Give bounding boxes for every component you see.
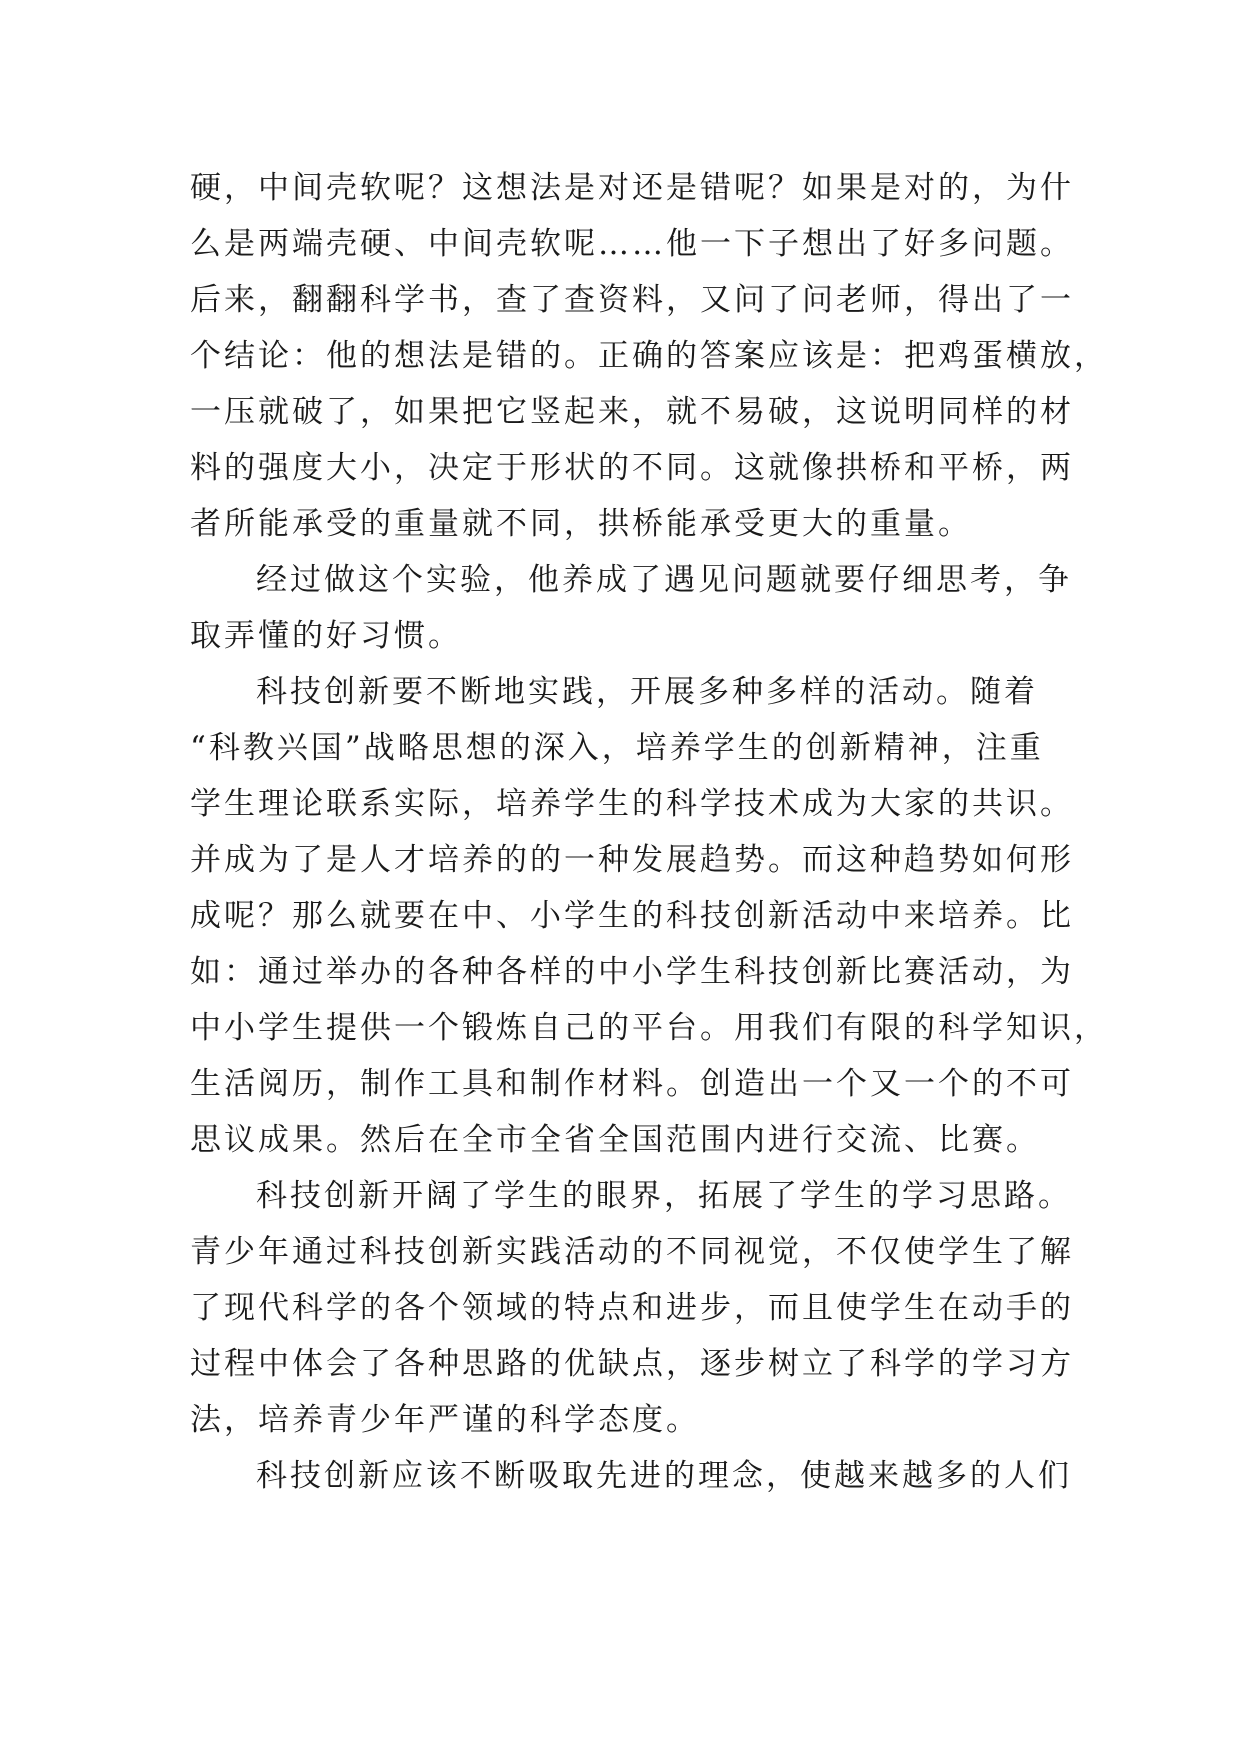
paragraph-1 — [190, 160, 1108, 552]
text-line: 青少年通过科技创新实践活动的不同视觉，不仅使学生了解 — [190, 1234, 1074, 1270]
text-line: 如：通过举办的各种各样的中小学生科技创新比赛活动，为 — [190, 954, 1074, 990]
paragraph-2 — [190, 552, 1072, 664]
text-line: 科技创新应该不断吸取先进的理念，使越来越多的人们 — [256, 1458, 1072, 1494]
text-line: “科教兴国”战略思想的深入，培养学生的创新精神，注重 — [190, 730, 1044, 766]
text-line: 科技创新要不断地实践，开展多种多样的活动。随着 — [256, 674, 1038, 710]
text-line: 科技创新开阔了学生的眼界，拓展了学生的学习思路。 — [256, 1178, 1072, 1214]
text-line: 生活阅历，制作工具和制作材料。创造出一个又一个的不可 — [190, 1066, 1074, 1102]
text-line: 经过做这个实验，他养成了遇见问题就要仔细思考，争 — [256, 562, 1072, 598]
text-line: 者所能承受的重量就不同，拱桥能承受更大的重量。 — [190, 506, 972, 542]
text-line: 硬，中间壳软呢？这想法是对还是错呢？如果是对的，为什 — [190, 170, 1074, 206]
text-line: 并成为了是人才培养的的一种发展趋势。而这种趋势如何形 — [190, 842, 1074, 878]
text-line: 取弄懂的好习惯。 — [190, 618, 462, 654]
text-line: 思议成果。然后在全市全省全国范围内进行交流、比赛。 — [190, 1122, 1040, 1158]
paragraph-3 — [190, 664, 1108, 1168]
document-body — [190, 160, 1108, 1504]
text-line: 成呢？那么就要在中、小学生的科技创新活动中来培养。比 — [190, 898, 1074, 934]
text-line: 过程中体会了各种思路的优缺点，逐步树立了科学的学习方 — [190, 1346, 1074, 1382]
text-line: 料的强度大小，决定于形状的不同。这就像拱桥和平桥，两 — [190, 450, 1074, 486]
paragraph-4 — [190, 1168, 1074, 1448]
text-line: 学生理论联系实际，培养学生的科学技术成为大家的共识。 — [190, 786, 1074, 822]
text-line: 法，培养青少年严谨的科学态度。 — [190, 1402, 700, 1438]
text-line: 中小学生提供一个锻炼自己的平台。用我们有限的科学知识， — [190, 1010, 1108, 1046]
text-line: 后来，翻翻科学书，查了查资料，又问了问老师，得出了一 — [190, 282, 1074, 318]
text-line: 一压就破了，如果把它竖起来，就不易破，这说明同样的材 — [190, 394, 1074, 430]
text-line: 个结论：他的想法是错的。正确的答案应该是：把鸡蛋横放， — [190, 338, 1108, 374]
paragraph-5 — [190, 1448, 1072, 1504]
text-line: 么是两端壳硬、中间壳软呢……他一下子想出了好多问题。 — [190, 226, 1074, 262]
text-line: 了现代科学的各个领域的特点和进步，而且使学生在动手的 — [190, 1290, 1074, 1326]
